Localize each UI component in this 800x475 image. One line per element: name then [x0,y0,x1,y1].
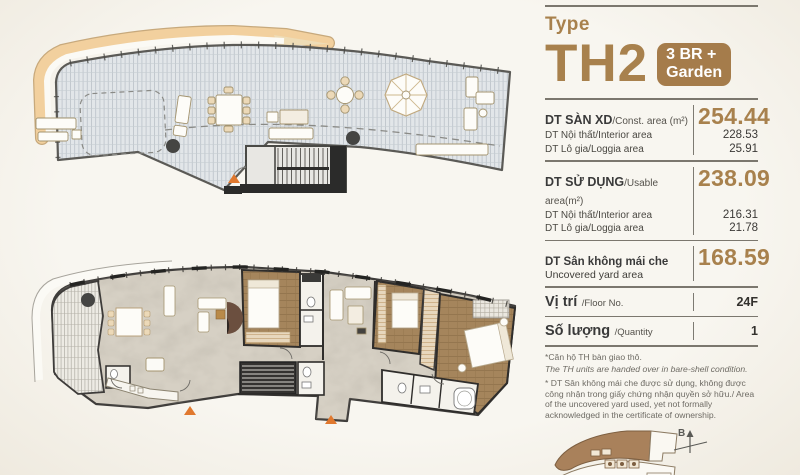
keyplan-minimap [547,423,717,475]
divider [545,5,758,7]
subrow-label: DT Lô gia/Loggia area [545,143,644,155]
section-const-area [545,100,771,160]
subrow-value: 25.91 [729,142,758,155]
bedroom-1 [242,270,300,347]
divider [545,345,758,347]
row-label-en: Uncovered yard area [545,269,644,282]
svg-text:B: B [678,427,686,439]
row-floor [545,288,758,316]
entry-arrow-icon [184,406,196,415]
footnotes [545,352,758,421]
subrow-value: 21.78 [729,222,758,235]
row-quantity [545,317,758,345]
row-value: 238.09 [698,164,771,191]
loggia [52,281,104,394]
badge-line2: Garden [666,64,723,81]
row-label-en: /Floor No. [581,297,624,309]
bedroom-2 [373,281,424,354]
type-code: TH2 [545,34,649,93]
section-usable-area [545,162,771,240]
tree-icon [81,293,95,307]
subrow-value: 216.31 [722,208,758,221]
tree-icon [346,131,360,145]
tree-icon [166,139,180,153]
row-label-vn: Vị trí [545,293,578,310]
footnote-en: The TH units are handed over in bare-shell condition. [545,363,748,374]
row-value: 254.44 [698,103,771,129]
subrow-label: DT Nội thất/Interior area [545,130,653,141]
row-label-vn: Số lượng [545,323,611,340]
type-label: Type [545,14,590,35]
info-panel [545,5,771,475]
row-label-vn: DT Sân không mái che [545,256,669,269]
footnote-vn: *Căn hộ TH bàn giao thô. [545,351,642,362]
unit-floor-plan [30,258,542,458]
stair-core [240,362,296,394]
row-value: 1 [751,324,758,339]
row-value: 168.59 [698,244,771,271]
subrow-label: DT Lô gia/Loggia area [545,223,644,235]
subrow-value: 228.53 [722,129,758,141]
north-compass [674,428,707,453]
roof-terrace-plan [28,18,540,230]
subrow-label: DT Nội thất/Interior area [545,209,653,221]
section-yard-area [545,241,771,286]
tower-upper-lobe [649,431,677,461]
row-label-en: /Usable area(m²) [545,177,659,207]
row-label-vn: DT SỬ DỤNG [545,174,625,189]
row-label-vn: DT SÀN XD [545,113,613,127]
badge-line1: 3 BR + [666,46,717,63]
bathroom-1 [300,274,323,346]
type-badge [657,43,731,86]
row-label-en: /Quantity [614,327,653,339]
row-label-en: /Const. area (m²) [612,116,688,127]
footnote-yard: * DT Sân không mái che được sử dụng, không được công nhận trong giấy chứng nhận quyền sở hữu./ Area of the uncovered yard used, yet not formally acknowledged in the certificate of ownership. [545,378,755,420]
row-value: 24F [736,294,758,309]
north-arrow-icon [687,430,694,437]
title-row [545,36,758,94]
